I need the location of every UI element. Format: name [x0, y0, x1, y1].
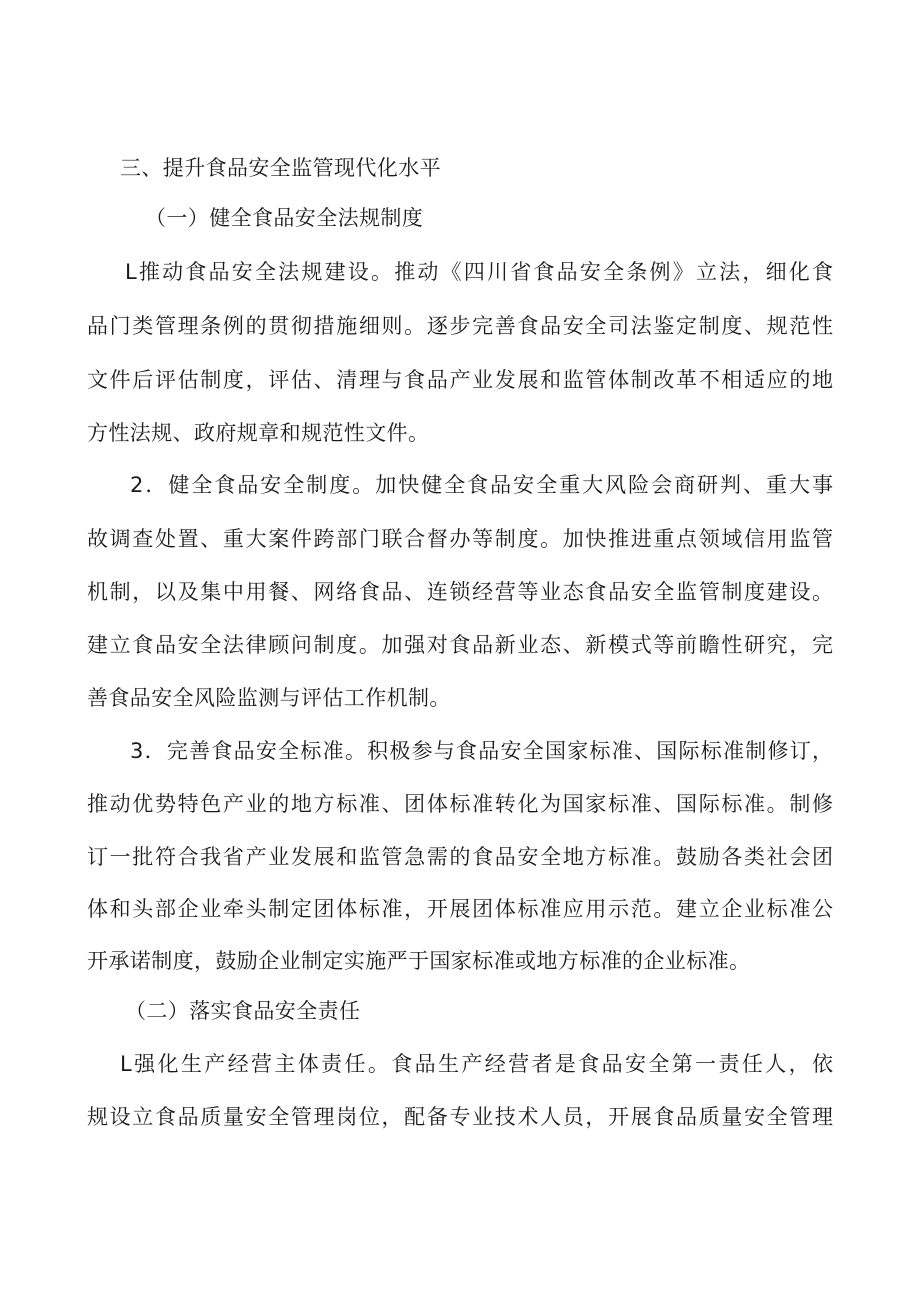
paragraph-3-line-1: 3．完善食品安全标准。积极参与食品安全国家标准、国际标准制修订，	[130, 739, 833, 763]
subsection-title-2: （二）落实食品安全责任	[125, 999, 361, 1023]
paragraph-3-line-5: 开承诺制度，鼓励企业制定实施严于国家标准或地方标准的企业标准。	[87, 949, 751, 973]
paragraph-4-line-1: L强化生产经营主体责任。食品生产经营者是食品安全第一责任人，依	[120, 1052, 833, 1076]
section-title: 三、提升食品安全监管现代化水平	[120, 156, 441, 180]
paragraph-3-line-4: 体和头部企业牵头制定团体标准，开展团体标准应用示范。建立企业标准公	[87, 897, 833, 921]
paragraph-2-line-5: 善食品安全风险监测与评估工作机制。	[87, 686, 451, 710]
paragraph-1-line-2: 品门类管理条例的贯彻措施细则。逐步完善食品安全司法鉴定制度、规范性	[87, 314, 833, 338]
paragraph-1-line-4: 方性法规、政府规章和规范性文件。	[87, 421, 430, 445]
paragraph-3-line-3: 订一批符合我省产业发展和监管急需的食品安全地方标准。鼓励各类社会团	[87, 845, 833, 869]
paragraph-1-line-3: 文件后评估制度，评估、清理与食品产业发展和监管体制改革不相适应的地	[87, 368, 833, 392]
paragraph-2-line-4: 建立食品安全法律顾问制度。加强对食品新业态、新模式等前瞻性研究，完	[87, 633, 833, 657]
paragraph-1-line-1: L推动食品安全法规建设。推动《四川省食品安全条例》立法，细化食	[125, 260, 833, 284]
paragraph-2-line-2: 故调查处置、重大案件跨部门联合督办等制度。加快推进重点领域信用监管	[87, 527, 833, 551]
paragraph-3-line-2: 推动优势特色产业的地方标准、团体标准转化为国家标准、国际标准。制修	[87, 792, 833, 816]
paragraph-4-line-2: 规设立食品质量安全管理岗位，配备专业技术人员，开展食品质量安全管理	[87, 1105, 833, 1129]
paragraph-2-line-1: 2．健全食品安全制度。加快健全食品安全重大风险会商研判、重大事	[130, 473, 833, 497]
paragraph-2-line-3: 机制，以及集中用餐、网络食品、连锁经营等业态食品安全监管制度建设。	[87, 580, 833, 604]
subsection-title-1: （一）健全食品安全法规制度	[145, 206, 424, 230]
